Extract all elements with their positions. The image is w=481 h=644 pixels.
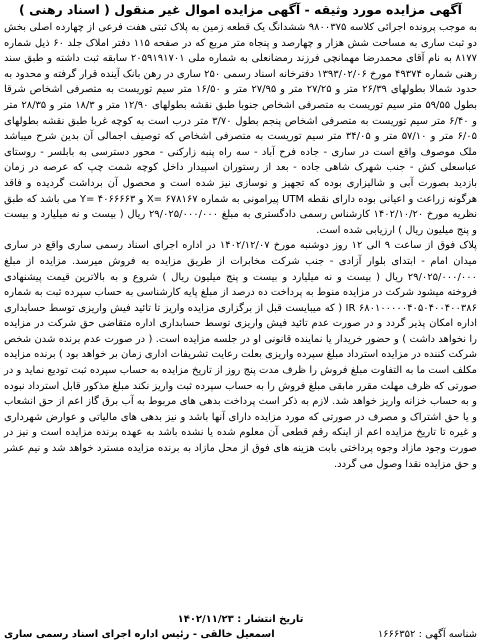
notice-paragraph-property: به موجب پرونده اجرائی کلاسه ۹۸۰۰۳۷۵ ششدانگ یک قطعه زمین به پلاک ثبتی هفت فرعی از چهارده اصلی بخش دو ثبت ساری به مساحت شش هزار و چهارصد و پنجاه متر مربع که در صفحه ۱۱۵ دفتر املاک جلد ۶۰ ذیل شماره ۸۱۷۷ به نام آقای محمدرضا مهمانچی فرزند رمضانعلی به شماره ملی ۲۰۵۹۱۹۱۷۰۱ سابقه ثبت داشته و طبق سند رهنی شماره ۴۹۳۷۴ مورخ ۱۳۹۳/۰۲/۰۶ دفترخانه اسناد رسمی ۲۵۰ ساری در رهن بانک آینده قرار گرفته و محدود به حدود شمالا بطولهای ۲۶/۳۹ متر و ۲۷/۲۵ متر و ۲۷/۹۵ متر و ۱۶/۵۰ متر سیم توریست به متصرفی اشخاص شرقا بطول ۵۹/۵۵ متر سیم توریست به متصرفی اشخاص جنوبا طبق نقشه بطولهای ۱۲/۹۰ متر و ۱۸/۳ متر و ۲۸/۳۵ متر و ۶/۴۰ متر سیم توریست به متصرفی اشخاص پنجم بطول ۳/۷۰ متر درب است به کوچه غربا طبق نقشه بطولهای ۶/۰۵ متر و ۵۷/۱۰ متر و ۳۴/۰۵ متر سیم توریست به متصرفی اشخاص که توصیف اجمالی آن بدین شرح میباشد ملک موصوف واقع است در ساری - جاده فرح آباد - سه راه پنبه زارکنی - محور دسترسی به بابلسر - روستای عباسعلی کش - جنب شهرک شاهی جاده - بعد از رستوران اسپیدار داخل کوچه شمت چپ که عرصه در زمان بازدید بصورت آبی و شالیزاری بوده که تجهیز و نوسازی نیز شده است و محصول آن برداشت گردیده و فاقد هرگونه زراعت و اعیانی بوده دارای نقطه UTM پیرامونی به شماره X= ۶۷۸۱۶۷ و Y= ۴۰۶۶۶۶۳ می باشد که طبق نظریه مورخ ۱۴۰۲/۱۰/۲۰ کارشناس رسمی دادگستری به مبلغ ۲۹/۰۲۵/۰۰۰/۰۰۰ ریال ( بیست و نه میلیارد و بیست و پنج میلیون ریال ) ارزیابی شده است.	[4, 22, 478, 236]
notice-body	[4, 20, 477, 472]
notice-paragraph-auction-terms: پلاک فوق از ساعت ۹ الی ۱۲ روز دوشنبه مورخ ۱۴۰۲/۱۲/۰۷ در اداره اجرای اسناد رسمی ساری واقع در ساری میدان امام - ابتدای بلوار آزادی - جنب شرکت مخابرات از طریق مزایده به فروش میرسد. مزایده از مبلغ ۲۹/۰۲۵/۰۰۰/۰۰۰ ریال ( بیست و نه میلیارد و بیست و پنج میلیون ریال ) شروع و به بالاترین قیمت پیشنهادی فروخته میشود شرکت در مزایده منوط به پرداخت ده درصد از مبلغ پایه کارشناسی به حساب سپرده ثبت به شماره IR ۶۸۰۱۰۰۰۰۰۴۰۵۰۴۰۰۴۰۰۳۸۶ ( که میبایست قبل از برگزاری مزایده واریز تا تائید فیش واریزی توسط حسابداری اداره امکان پذیر گردد و در صورت عدم تائید فیش واریزی توسط حسابداری اداره متقاضی حق شرکت در مزایده را نخواهد داشت ) و حضور خریدار یا نماینده قانونی او در جلسه مزایده است. ( در صورت عدم برنده شدن شخص شرکت کننده در مزایده استرداد مبلغ سپرده واریزی بعلت رعایت تشریفات اداری زمان بر خواهد بود ) برنده مزایده مکلف است ما به التفاوت مبلغ فروش را ظرف مدت پنج روز از تاریخ مزایده به حساب سپرده ثبت تودیع نماید و در صورتی که ظرف مهلت مقرر مابقی مبلغ فروش را به حساب سپرده ثبت واریز نکند مبلغ مذکور قابل استرداد نبوده و به حساب خزانه واریز خواهد شد. لازم به ذکر است پرداخت بدهی های مربوط به آب برق گاز اعم از حق انشعاب و یا حق اشتراک و مصرف در صورتی که مورد مزایده دارای آنها باشد و نیز بدهی های مالیاتی و عوارض شهرداری و غیره تا تاریخ مزایده اعم از اینکه رقم قطعی آن معلوم شده یا نشده باشد به عهده برنده مزایده است و نیز در صورت وجود مازاد وجوه پرداختی بابت هزینه های فوق از محل مازاد به برنده مزایده مسترد خواهد شد و نیم عشر و حق مزایده نقدا وصول می گردد.	[4, 240, 477, 470]
signature: اسمعیل خالقی - رئیس اداره اجرای اسناد رسمی ساری	[4, 629, 275, 640]
notice-title: آگهی مزایده مورد وثیقه - آگهی مزایده اموال غیر منقول ( اسناد رهنی )	[19, 2, 462, 17]
ad-id: شناسه آگهی : ۱۶۶۶۳۵۲	[377, 629, 477, 640]
notice-footer	[4, 612, 477, 642]
footer-row	[4, 627, 477, 642]
publish-date: تاریخ انتشار : ۱۴۰۲/۱۱/۲۳	[177, 614, 304, 625]
